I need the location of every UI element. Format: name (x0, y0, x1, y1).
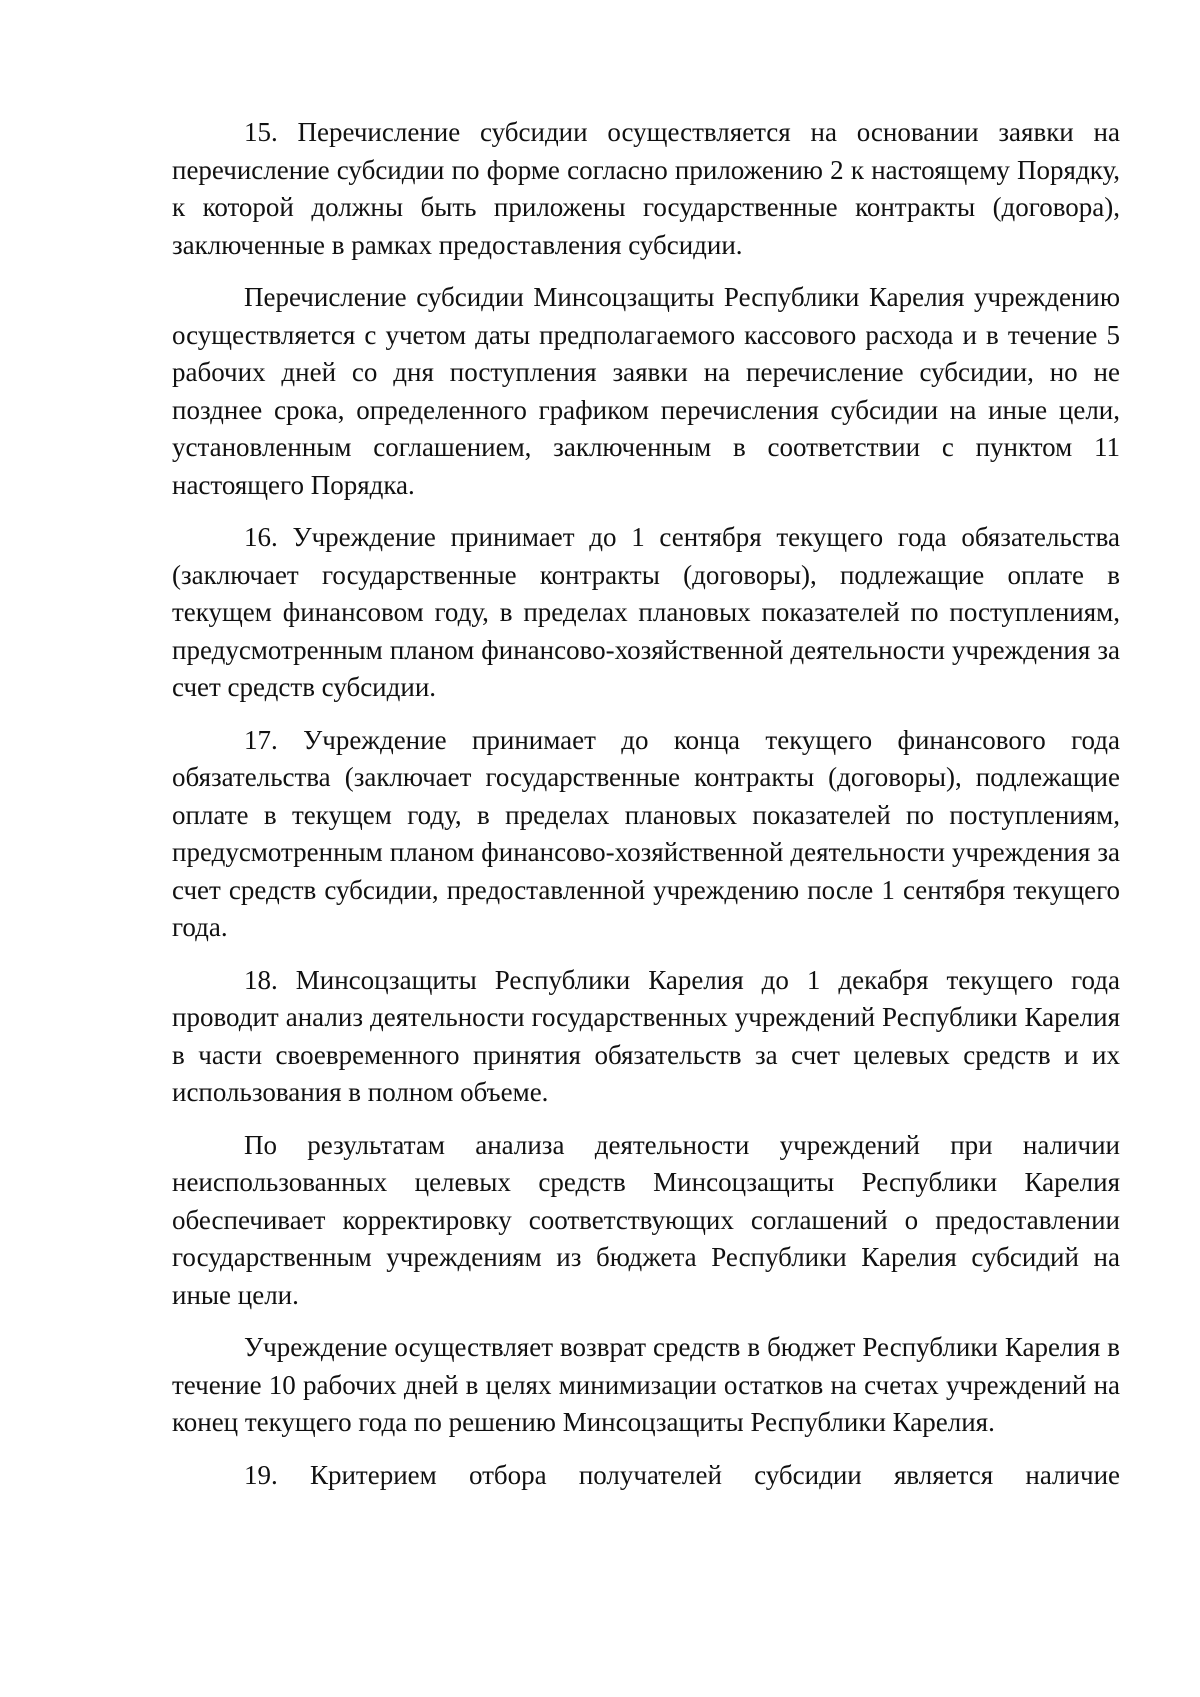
paragraph-16: 16. Учреждение принимает до 1 сентября текущего года обязательства (заключает государственные контракты (договоры), подлежащие оплате в текущем финансовом году, в пределах плановых показателей по поступлениям, предусмотренным планом финансово-хозяйственной деятельности учреждения за счет средств субсидии. (172, 522, 1120, 702)
paragraph-15: 15. Перечисление субсидии осуществляется на основании заявки на перечисление субсидии по форме согласно приложению 2 к настоящему Порядку, к которой должны быть приложены государственные контракты (договора), заключенные в рамках предоставления субсидии. (172, 117, 1120, 260)
paragraph-18-refund: Учреждение осуществляет возврат средств в бюджет Республики Карелия в течение 10 рабочих дней в целях минимизации остатков на счетах учреждений на конец текущего года по решению Минсоцзащиты Республики Карелия. (172, 1332, 1120, 1437)
paragraph-15-transfer: Перечисление субсидии Минсоцзащиты Республики Карелия учреждению осуществляется с учетом даты предполагаемого кассового расхода и в течение 5 рабочих дней со дня поступления заявки на перечисление субсидии, но не позднее срока, определенного графиком перечисления субсидии на иные цели, установленным соглашением, заключенным в соответствии с пунктом 11 настоящего Порядка. (172, 282, 1120, 500)
document-body (172, 114, 1120, 1509)
paragraph-17: 17. Учреждение принимает до конца текущего финансового года обязательства (заключает государственные контракты (договоры), подлежащие оплате в текущем году, в пределах плановых показателей по поступлениям, предусмотренным планом финансово-хозяйственной деятельности учреждения за счет средств субсидии, предоставленной учреждению после 1 сентября текущего года. (172, 724, 1120, 942)
paragraph-18-analysis-results: По результатам анализа деятельности учреждений при наличии неиспользованных целевых средств Минсоцзащиты Республики Карелия обеспечивает корректировку соответствующих соглашений о предоставлении государственным учреждениям из бюджета Республики Карелия субсидий на иные цели. (172, 1129, 1120, 1310)
paragraph-18: 18. Минсоцзащиты Республики Карелия до 1 декабря текущего года проводит анализ деятельности государственных учреждений Республики Карелия в части своевременного принятия обязательств за счет целевых средств и их использования в полном объеме. (172, 964, 1120, 1107)
paragraph-19: 19. Критерием отбора получателей субсидии является наличие (244, 1459, 1120, 1490)
